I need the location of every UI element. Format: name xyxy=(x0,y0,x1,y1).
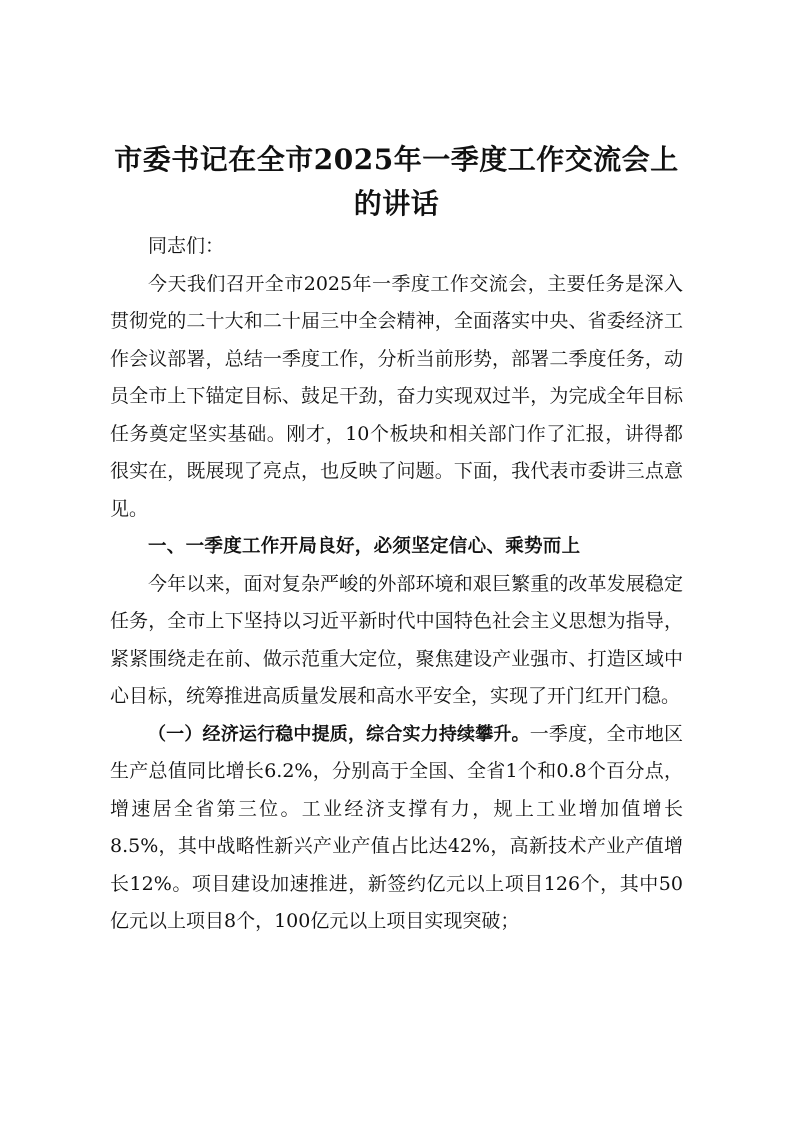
salutation: 同志们： xyxy=(148,235,225,257)
section-1-paragraph: 今年以来，面对复杂严峻的外部环境和艰巨繁重的改革发展稳定任务，全市上下坚持以习近平新时代中国特色社会主义思想为指导，紧紧围绕走在前、做示范重大定位，聚焦建设产业强市、打造区域中心目标，统筹推进高质量发展和高水平安全，实现了开门红开门稳。 xyxy=(110,572,683,707)
subsection-1-paragraph xyxy=(110,716,683,941)
subsection-1-text: 一季度，全市地区生产总值同比增长6.2%，分别高于全国、全省1个和0.8个百分点，增速居全省第三位。工业经济支撑有力，规上工业增加值增长8.5%，其中战略性新兴产业产值占比达42%，高新技术产业产值增长12%。项目建设加速推进，新签约亿元以上项目126个，其中50亿元以上项目8个，100亿元以上项目实现突破； xyxy=(110,722,683,932)
section-1-heading: 一、一季度工作开局良好，必须坚定信心、乘势而上 xyxy=(148,536,581,557)
document-title: 市委书记在全市2025年一季度工作交流会上的讲话 xyxy=(114,143,679,220)
document-body xyxy=(110,228,683,941)
intro-paragraph: 今天我们召开全市2025年一季度工作交流会，主要任务是深入贯彻党的二十大和二十届三中全会精神，全面落实中央、省委经济工作会议部署，总结一季度工作，分析当前形势，部署二季度任务，动员全市上下锚定目标、鼓足干劲，奋力实现双过半，为完成全年目标任务奠定坚实基础。刚才，10个板块和相关部门作了汇报，讲得都很实在，既展现了亮点，也反映了问题。下面，我代表市委讲三点意见。 xyxy=(110,272,683,520)
subsection-1-lead: （一）经济运行稳中提质，综合实力持续攀升。 xyxy=(148,723,530,745)
